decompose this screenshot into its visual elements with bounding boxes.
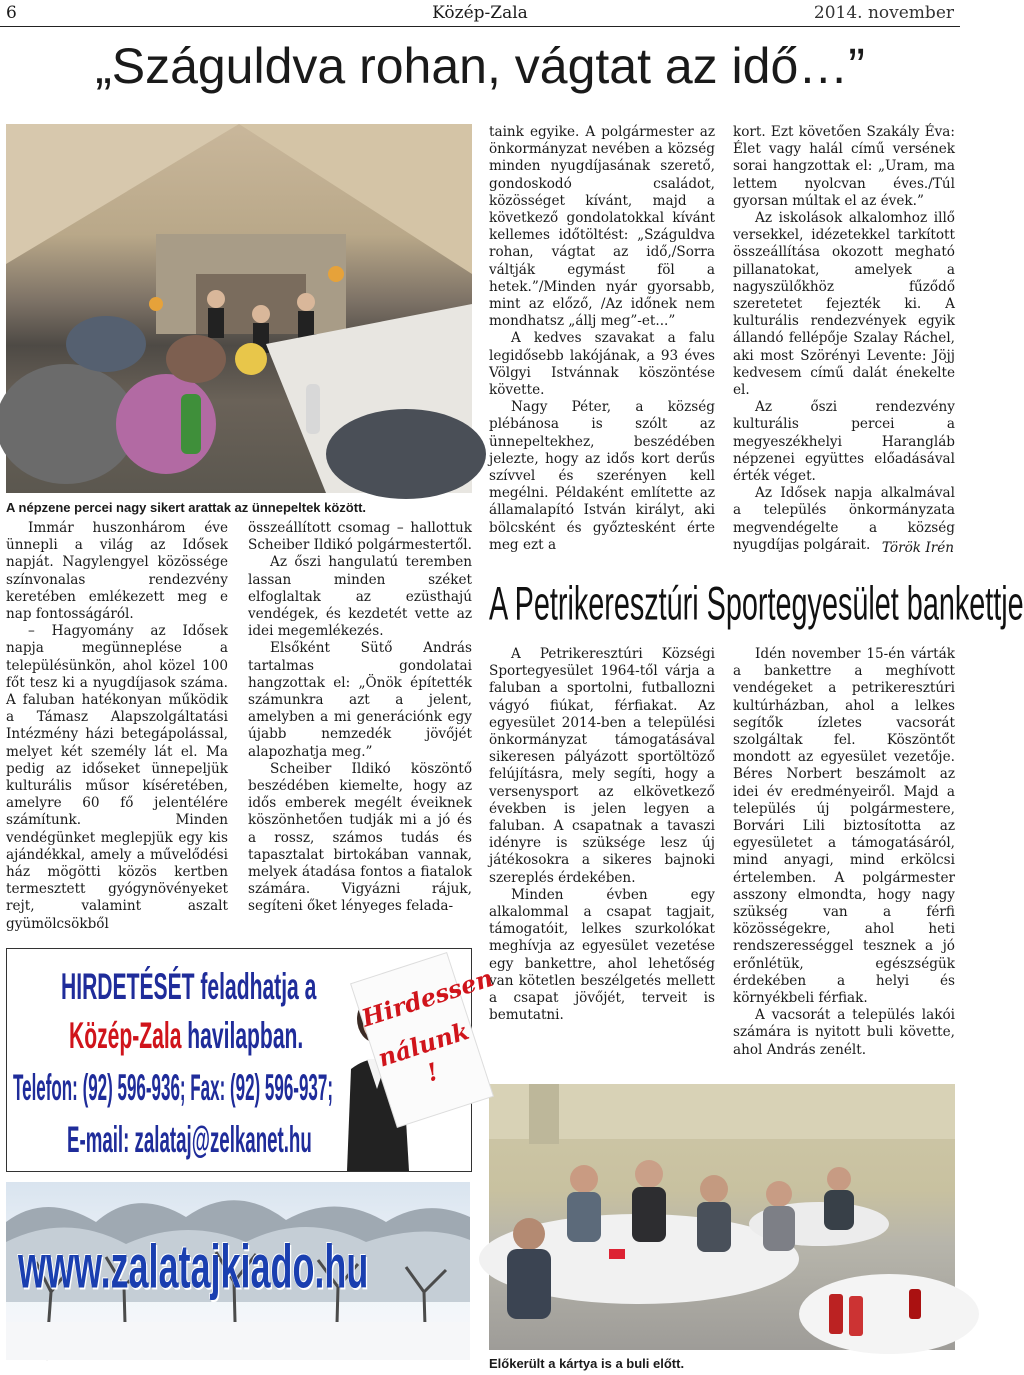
paragraph: Nagy Péter, a község plébánosa is szólt az ünnepeltekhez, beszédében jelezte, hogy az idős kort derűs szívvel és szerényen kell megélni. Példaként említette az államalapító István királyt, aki bölcsként és győztesként érte meg ezt a	[489, 399, 715, 553]
ad-stamp-line-1: Hirdessen	[358, 962, 497, 1033]
ad-line-3-box	[13, 1065, 353, 1111]
paragraph: Az iskolások alkalomhoz illő versekkel, idézetekkel tarkított összeállítása okozott megható pillanatokat, amelyek a nagyszülőkhöz fűződő szeretetet fejezték ki. A kulturális rendezvények egyik állandó fellépője Szalay Ráchel, aki most Szörényi Levente: Jöjj kedvesem című dalát énekelte el.	[733, 210, 955, 399]
ad-phone-fax: Telefon: (92) 596-936; Fax: (92) 596-937;	[13, 1067, 333, 1109]
website-banner	[6, 1182, 470, 1360]
banner-url-box	[18, 1234, 468, 1304]
paragraph: Idén november 15-én várták a bankettre a meghívott vendégeket a petrikeresztúri kultúrházban, ahol a lelkes segítők ízletes vacsorát szolgáltak fel. Köszöntőt mondott az egyesület vezetője. Béres Norbert beszámolt az idei év eredményeiről. Majd a település új polgármestere, Borvári Lili biztosította az egyesületet a támogatásáról, mind anyagi, mind erkölcsi értelemben. A polgármester asszony elmondta, hogy nagy szükség van a férfi közösségekre, ahol heti rendszerességgel tesznek a jó erőnlétük, egészségük érdekében a helyi és környékbeli férfiak.	[733, 646, 955, 1007]
paragraph: Scheiber Ildikó köszöntő beszédében kiemelte, hogy az idős emberek megélt éveiknek köszönhetően tudják mi a jó és a rossz, számos tudás és tapasztalat birtokában vannak, melyek átadása fontos a fiatalok számára. Vigyázni rájuk, segíteni őket lényeges feladа-	[248, 760, 472, 915]
ad-line-2-box	[69, 1013, 369, 1059]
card-game-photo	[489, 1084, 955, 1350]
ad-line-2-rest: havilapban.	[181, 1015, 304, 1057]
header-rule	[0, 26, 960, 27]
page-number: 6	[6, 3, 17, 23]
ad-brand-name: Közép-Zala	[69, 1015, 182, 1057]
article-author: Török Irén	[881, 540, 954, 556]
paragraph: A vacsorát a település lakói számára is nyitott buli követte, ahol András zenélt.	[733, 1007, 955, 1058]
paragraph: taink egyike. A polgármester az önkormányzat nevében a község minden nyugdíjasának szerető, gondoskodó családot, közösséget kívánt, majd a következő gondolatokkal kívánt kellemes időtöltést: „Száguldva rohan, vágtat az idő,/Sorra váltják egymást föl a hetek.”/Minden nyár gyorsabb, mint az előző, /Az időnek nem mondhatsz „állj meg”-et...”	[489, 124, 715, 330]
paragraph: Az őszi hangulatú teremben lassan minden széket elfoglaltak az ezüsthajú vendégek, és kezdetét vette az idei megemlékezés.	[248, 554, 472, 640]
website-url[interactable]: www.zalatajkiado.hu	[18, 1232, 369, 1302]
paragraph: összeállított csomag – hallottuk Scheiber Ildikó polgármestertől.	[248, 520, 472, 554]
article2-title: A Petrikeresztúri Sportegyesület bankettje	[489, 578, 1024, 631]
paragraph: Immár huszonhárom éve ünnepli a világ az Idősek napját. Nagylengyel közössége színvonalas rendezvény keretében emlékezett meg e nap fontosságáról.	[6, 520, 228, 623]
paragraph: A kedves szavakat a falu legidősebb lakójának, a 93 éves Völgyi Istvánnak köszöntése követte.	[489, 330, 715, 399]
paragraph: Elsőként Sütő András tartalmas gondolatai hangzottak el: „Önök építették számunkra azt a jelent, amelyben a mi generációnk egy újabb nemzedék jövőjét alapozhatja meg.”	[248, 640, 472, 760]
paragraph: A Petrikeresztúri Községi Sportegyesület 1964-től várja a faluban a sportolni, futballozni vágyó fiúkat, férfiakat. Az egyesület 2014-ben a települési önkormányzat támogatásával sikeresen pályázott sportöltöző felújításra, mely segíti, hogy a versenysport az elkövetkező években is jelen legyen a faluban. A csapatnak a tavaszi idényre is szüksége lesz új játékosokra a sikeres bajnoki szereplés érdekében.	[489, 646, 715, 886]
paragraph: Az Idősek napja alkalmával a település önkormányzata megvendégelte a község nyugdíjas polgárait.	[733, 485, 955, 553]
ad-stamp-line-2: nálunk !	[374, 1016, 473, 1088]
paragraph: kort. Ezt követően Szakály Éva: Élet vagy halál című versének sorai hangzottak el: „Uram, ma lettem nyolcvan éves./Túl gyorsan múltak el az évek.”	[733, 124, 955, 209]
publication-name: Közép-Zala	[432, 3, 528, 23]
ad-line-4-box	[67, 1117, 357, 1163]
ad-line-1-box	[61, 965, 361, 1009]
issue-date: 2014. november	[813, 3, 954, 23]
article-column-1	[6, 520, 228, 940]
celebration-photo	[6, 124, 472, 493]
advertisement-box	[6, 948, 497, 1172]
article2-column-2	[733, 646, 955, 1076]
paragraph: Az őszi rendezvény kulturális percei a megyeszékhelyi Harangláb népzenei együttes előadásával érték véget.	[733, 399, 955, 485]
article2-column-1	[489, 646, 715, 1076]
ad-email: E-mail: zalataj@zelkanet.hu	[67, 1119, 312, 1161]
ad-line-1: HIRDETÉSÉT feladhatja a	[61, 966, 317, 1008]
article-title: „Száguldva rohan, vágtat az idő…”	[95, 38, 865, 94]
article2-photo-caption: Előkerült a kártya is a buli előtt.	[489, 1356, 685, 1371]
paragraph: Minden évben egy alkalommal a csapat tagjait, támogatóit, lelkes szurkolókat meghívja az egyesület vezetése egy bankettre, ahol lehetőség van kötetlen beszélgetés mellett a csapat jövőjét, terveit is bemutatni.	[489, 886, 715, 1024]
article2-title-box	[489, 576, 1024, 636]
paragraph: – Hagyomány az Idősek napja megünneplése a településünkön, ahol közel 100 főt tesz ki a nyugdíjasok száma. A faluban hatékonyan működik a Támasz Alapszolgáltatási Intézmény házi betegápolással, melyet két személy lát el. Ma pedig az időseket ünnepeljük kulturális műsor kíséretében, amelyre 60 fő jelentélére számítunk. Minden vendégünket meglepjük egy kis ajándékkal, amely a művelődési ház mögötti közös kertben termesztett gyógynövényeket rejt, valamint aszalt gyümölcsökből	[6, 623, 228, 932]
photo-caption: A népzene percei nagy sikert arattak az ünnepeltek között.	[6, 500, 367, 515]
article-column-2	[248, 520, 472, 940]
article-column-3	[489, 124, 715, 556]
